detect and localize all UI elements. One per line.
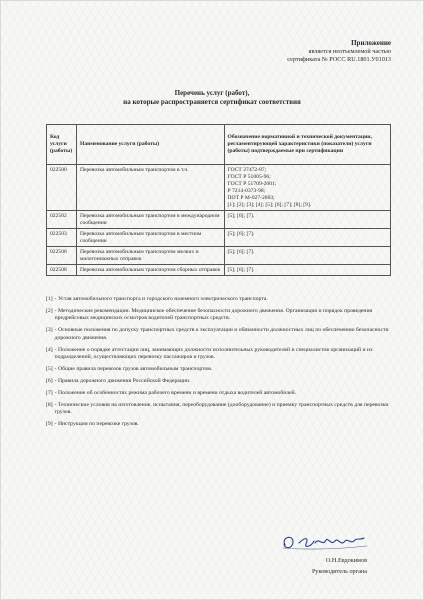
document-reference: ГОСТ Р 51709-2001;	[227, 180, 277, 187]
reference-text: - Правила дорожного движения Российской Федерации.	[54, 377, 191, 384]
services-table	[46, 124, 391, 276]
document-reference: ПОТ Р М-027-2003;	[227, 194, 275, 201]
appendix-heading: Приложение	[351, 39, 391, 47]
table-row	[47, 165, 391, 211]
reference-text: - Методические рекомендации. Медицинское обеспечение безопасности дорожного движения. Организация и порядок проведения предрейсовых медицинских осмотров водителей транспортных средств.	[54, 307, 373, 322]
reference-number: [1]	[46, 296, 53, 302]
document-reference: ГОСТ 27472-87;	[227, 166, 267, 173]
row-code: 022508	[47, 265, 77, 276]
header-docs: Обозначение нормативной и технической документации, регламентирующей характеристики (показатели) услуги (работы) подтверждаемые при сертификации	[224, 125, 391, 165]
row-service-name: Перевозка автомобильным транспортом в местном сообщении	[76, 229, 224, 247]
row-documents	[224, 229, 391, 247]
row-code: 022500	[47, 165, 77, 211]
header-name: Наименование услуги (работы)	[76, 125, 224, 165]
table-row	[47, 247, 391, 265]
reference-text: - Устав автомобильного транспорта и городского наземного электрического транспорта.	[54, 296, 268, 302]
reference-number: [7]	[46, 389, 53, 396]
reference-item	[46, 402, 391, 417]
title-line-2: на которые распространяется сертификат соответствия	[123, 98, 301, 106]
signer-name: О.Н.Евдокимов	[325, 557, 367, 564]
reference-number: [2]	[46, 307, 53, 314]
row-documents	[224, 247, 391, 265]
document-title	[1, 89, 423, 107]
row-documents	[224, 165, 391, 211]
table-row	[47, 229, 391, 247]
row-documents	[224, 265, 391, 276]
reference-text: - Положение о порядке аттестации лиц, занимающих должности исполнительных руководителей и специалистов организаций и их подразделений, осуществляющих перевозку пассажиров и грузов.	[54, 346, 373, 360]
row-code: 022506	[47, 247, 77, 265]
document-reference: [1]; [2]; [3]; [4]; [5]; [6]; [7]; [8]; [9].	[227, 201, 312, 208]
document-reference: [5]; [6]; [7].	[227, 248, 255, 255]
row-documents	[224, 211, 391, 229]
appendix-line-1: является неотъемлемой частью	[308, 47, 391, 55]
table-row	[47, 265, 391, 276]
signature-scribble	[279, 531, 369, 553]
table-row	[47, 211, 391, 229]
reference-text: - Общие правила перевозок грузов автомобильным транспортом.	[54, 365, 213, 372]
references-list	[46, 296, 391, 433]
reference-item	[46, 327, 391, 342]
row-service-name: Перевозка автомобильным транспортом сборных отправок	[76, 265, 224, 276]
reference-item	[46, 366, 391, 373]
reference-item	[46, 347, 391, 362]
reference-item	[46, 308, 391, 323]
row-service-name: Перевозка автомобильным транспортом в международном сообщении	[76, 211, 224, 229]
reference-text: - Положение об особенностях режима рабочего времени и времени отдыха водителей автомобилей.	[54, 389, 297, 396]
reference-item	[46, 421, 391, 428]
reference-number: [6]	[46, 377, 53, 384]
reference-number: [3]	[46, 327, 53, 334]
document-reference: [5]; [6]; [7].	[227, 266, 255, 273]
reference-text: - Инструкции по перевозке грузов.	[54, 420, 139, 427]
document-reference: Р 7214-0373-98;	[227, 187, 266, 194]
reference-text: - Технические условия на изготовление, испытания, переоборудование (дооборудование) и приемку транспортных средств для перевозки грузов.	[54, 401, 389, 415]
document-reference: ГОСТ Р 51005-96;	[227, 173, 271, 180]
title-line-1: Перечень услуг (работ),	[174, 89, 250, 97]
reference-number: [5]	[46, 365, 53, 372]
reference-number: [4]	[46, 346, 53, 353]
reference-item	[46, 390, 391, 397]
reference-item	[46, 296, 391, 303]
table-body	[47, 165, 391, 276]
row-code: 022502	[47, 211, 77, 229]
reference-number: [8]	[46, 401, 53, 408]
reference-number: [9]	[46, 420, 53, 427]
row-service-name: Перевозка автомобильным транспортом мелких и малотоннажных отправок	[76, 247, 224, 265]
appendix-note	[287, 39, 391, 65]
table-header-row	[47, 125, 391, 165]
reference-text: - Основные положения по допуску транспортных средств к эксплуатации и обязанности должностных лиц по обеспечению безопасности дорожного движения.	[54, 327, 389, 341]
document-reference: [5]; [6]; [7].	[227, 212, 255, 219]
document-reference: [5]; [6]; [7].	[227, 230, 255, 237]
header-code: Код услуги (работы)	[47, 125, 77, 165]
row-service-name: Перевозка автомобильным транспортом в т.ч.	[76, 165, 224, 211]
appendix-line-2: сертификата № РОСС RU.1801.У01013	[287, 56, 391, 64]
reference-item	[46, 378, 391, 385]
row-code: 022503	[47, 229, 77, 247]
signer-role: Руководитель органа	[311, 568, 367, 575]
